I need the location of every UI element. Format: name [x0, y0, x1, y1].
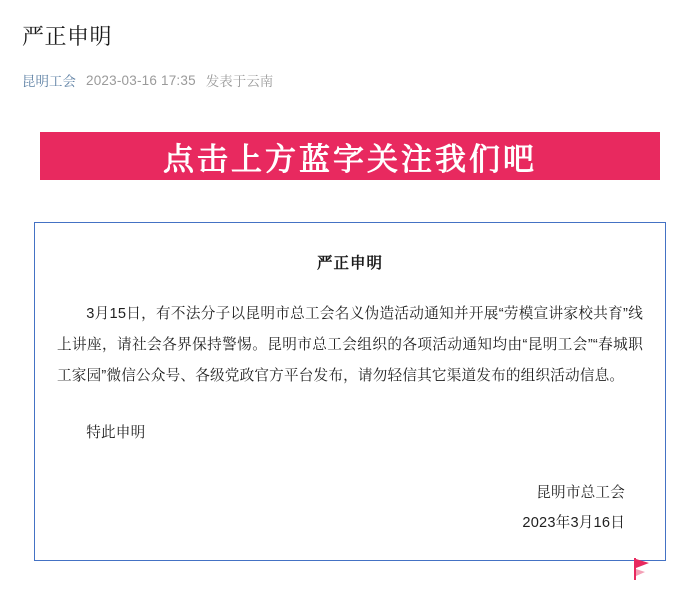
meta-publish-location: 发表于云南 [205, 74, 274, 89]
flag-decoration-icon [627, 556, 653, 582]
follow-prompt-text: 点击上方蓝字关注我们吧 [163, 141, 537, 178]
meta-account-name[interactable]: 昆明工会 [22, 74, 76, 89]
signature-date: 2023年3月16日 [522, 515, 625, 531]
meta-publish-date: 2023-03-16 17:35 [86, 72, 196, 88]
statement-heading: 严正申明 [316, 255, 383, 272]
signature-organization: 昆明市总工会 [536, 485, 625, 501]
statement-box [34, 222, 666, 561]
follow-prompt-banner [40, 132, 660, 180]
statement-paragraph: 3月15日，有不法分子以昆明市总工会名义伪造活动通知并开展“劳模宣讲家校共育”线上讲座，请社会各界保持警惕。昆明市总工会组织的各项活动通知均由“昆明工会”“春城职工家园”微信公众号、各级党政官方平台发布，请勿轻信其它渠道发布的组织活动信息。 [57, 306, 643, 384]
statement-note: 特此申明 [86, 425, 146, 441]
article-meta [22, 70, 678, 90]
page-title: 严正申明 [22, 24, 113, 49]
statement-signature [53, 478, 647, 538]
